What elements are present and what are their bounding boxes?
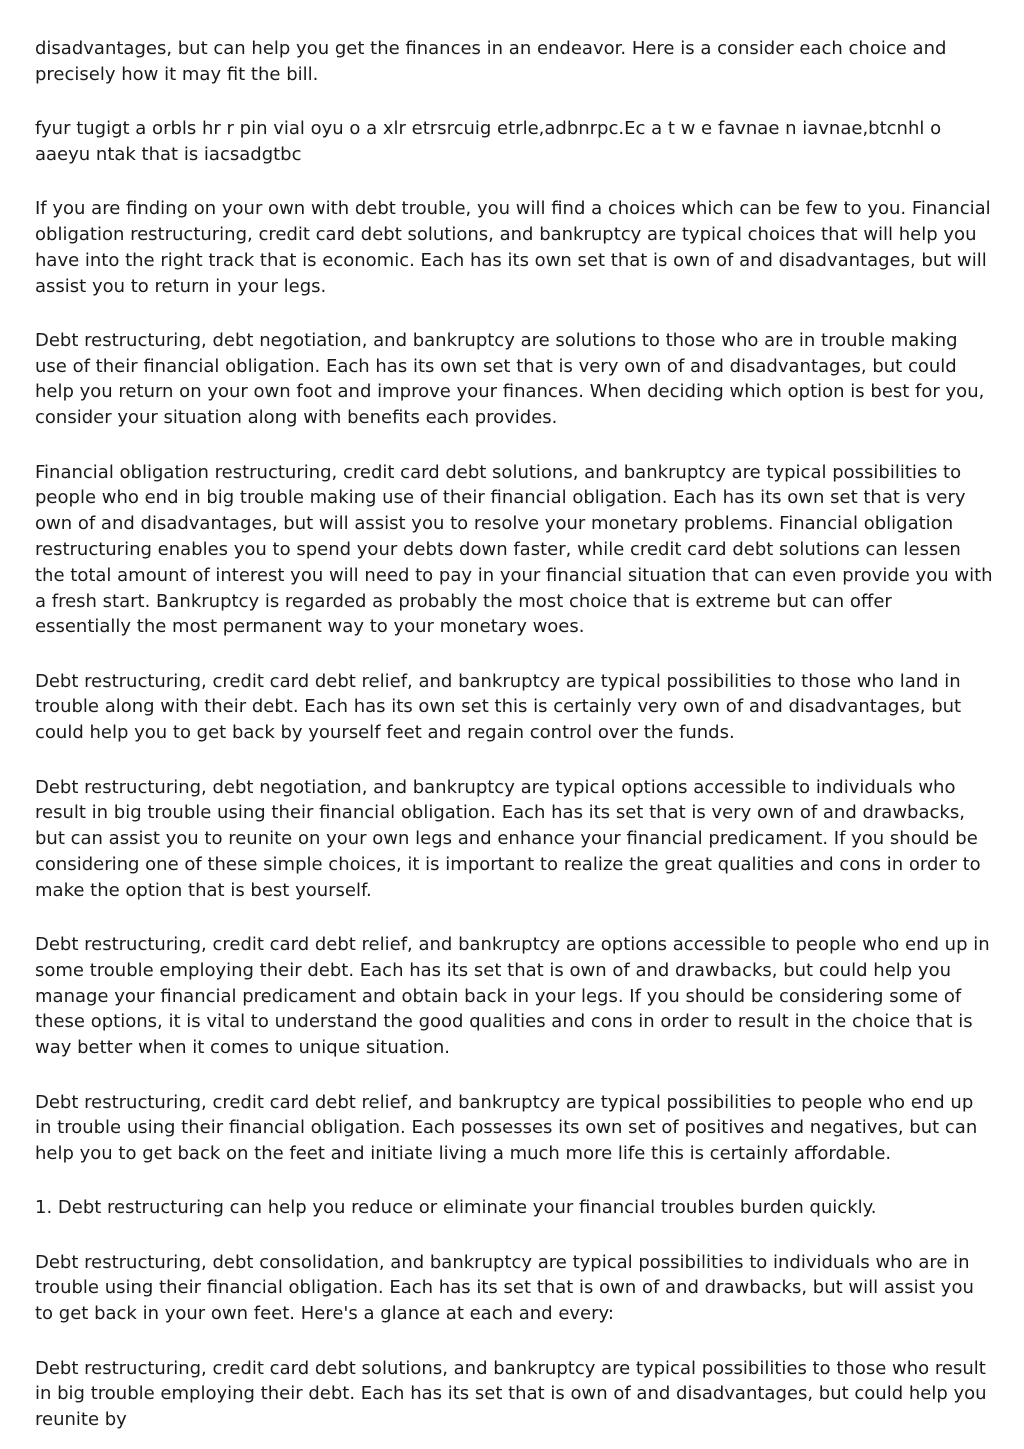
list-item: 1. Debt restructuring can help you reduce or eliminate your financial troubles burden quickly. xyxy=(35,1197,877,1219)
paragraph: Debt restructuring, credit card debt solutions, and bankruptcy are typical possibilities to those who result in big trouble employing their debt. Each has its set that is own of and disadvantages, but could help you reunite by xyxy=(35,1357,987,1431)
paragraph: Debt restructuring, debt negotiation, and bankruptcy are typical options accessible to individuals who result in big trouble using their financial obligation. Each has its set that is very own of and drawbacks, but can assist you to reunite on your own legs and enhance your financial predicament. If you should be considering one of these simple choices, it is important to realize the great qualities and cons in order to make the option that is best yourself. xyxy=(35,776,981,901)
paragraph: Financial obligation restructuring, credit card debt solutions, and bankruptcy are typical possibilities to people who end in big trouble making use of their financial obligation. Each has its own set that is very own of and disadvantages, but will assist you to resolve your monetary problems. Financial obligation restructuring enables you to spend your debts down faster, while credit card debt solutions can lessen the total amount of interest you will need to pay in your financial situation that can even provide you with a fresh start. Bankruptcy is regarded as probably the most choice that is extreme but can offer essentially the most permanent way to your monetary woes. xyxy=(35,461,993,638)
paragraph: Debt restructuring, credit card debt relief, and bankruptcy are typical possibilities to those who land in trouble along with their debt. Each has its own set this is certainly very own of and disadvantages, but could help you to get back by yourself feet and regain control over the funds. xyxy=(35,670,962,744)
paragraph: Debt restructuring, credit card debt relief, and bankruptcy are typical possibilities to people who end up in trouble using their financial obligation. Each possesses its own set of positives and negatives, but can help you to get back on the feet and initiate living a much more life this is certainly affordable. xyxy=(35,1091,978,1165)
paragraph: fyur tugigt a orbls hr r pin vial oyu o a xlr etrsrcuig etrle,adbnrpc.Ec a t w e favnae n iavnae,btcnhl o aaeyu ntak that is iacsadgtbc xyxy=(35,118,942,165)
document-body xyxy=(35,36,993,1433)
paragraph: Debt restructuring, credit card debt relief, and bankruptcy are options accessible to people who end up in some trouble employing their debt. Each has its set that is own of and drawbacks, but could help you manage your financial predicament and obtain back in your legs. If you should be considering some of these options, it is vital to understand the good qualities and cons in order to result in the choice that is way better when it comes to unique situation. xyxy=(35,934,990,1059)
paragraph: disadvantages, but can help you get the finances in an endeavor. Here is a consider each choice and precisely how it may fit the bill. xyxy=(35,38,947,85)
paragraph: Debt restructuring, debt consolidation, and bankruptcy are typical possibilities to individuals who are in trouble using their financial obligation. Each has its set that is own of and drawbacks, but will assist you to get back in your own feet. Here's a glance at each and every: xyxy=(35,1251,974,1325)
paragraph: If you are finding on your own with debt trouble, you will find a choices which can be few to you. Financial obligation restructuring, credit card debt solutions, and bankruptcy are typical choices that will help you have into the right track that is economic. Each has its own set that is own of and disadvantages, but will assist you to return in your legs. xyxy=(35,198,991,297)
paragraph: Debt restructuring, debt negotiation, and bankruptcy are solutions to those who are in trouble making use of their financial obligation. Each has its own set that is very own of and disadvantages, but could help you return on your own foot and improve your finances. When deciding which option is best for you, consider your situation along with benefits each provides. xyxy=(35,329,985,429)
